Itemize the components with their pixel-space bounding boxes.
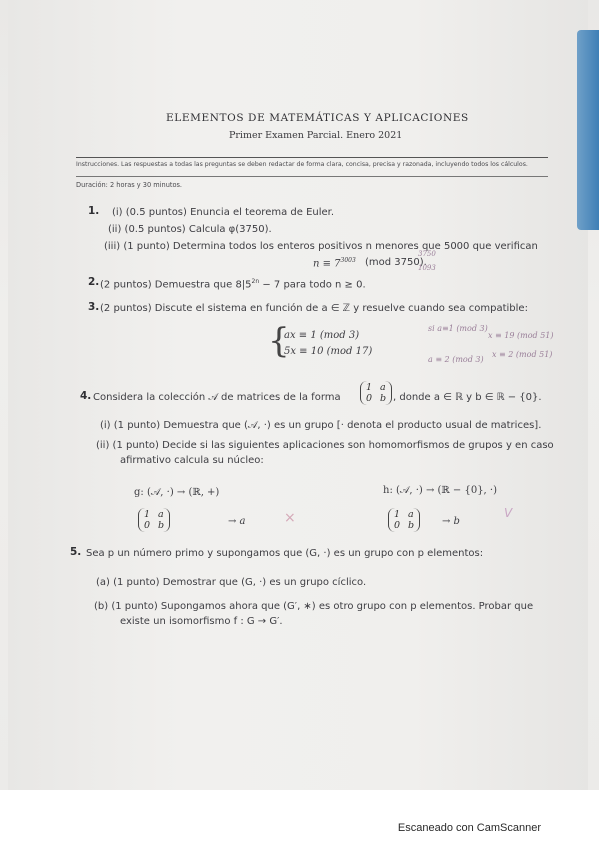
h-map: → b (442, 516, 460, 527)
background-object (577, 30, 599, 230)
exam-subtitle: Primer Examen Parcial. Enero 2021 (229, 130, 403, 141)
g-map: → a (228, 516, 246, 527)
matrix-entry: 1 (394, 509, 401, 520)
q3-number: 3. (88, 301, 100, 313)
q2-text (100, 278, 366, 290)
q4-number: 4. (80, 390, 92, 402)
q2-exponent: 2n (251, 278, 260, 285)
q1-modulus: (mod 3750). (365, 257, 427, 268)
handwritten-note: si a≡1 (mod 3) (428, 324, 488, 333)
handwritten-note: 1093 (418, 264, 436, 272)
matrix-form (360, 381, 392, 405)
q3-equation-1: ax ≡ 1 (mod 3) (284, 330, 360, 341)
q1-part-i: (i) (0.5 puntos) Enuncia el teorema de Euler. (112, 207, 335, 218)
scanner-watermark: Escaneado con CamScanner (397, 822, 541, 834)
q1-part-iii: (iii) (1 punto) Determina todos los enteros positivos n menores que 5000 que verifican (104, 241, 538, 252)
handwritten-note: a ≡ 2 (mod 3) (428, 355, 484, 364)
handwritten-note: x ≡ 2 (mod 51) (492, 350, 553, 359)
q4-part-ii-cont: afirmativo calcula su núcleo: (120, 455, 264, 466)
divider (76, 157, 548, 158)
q4-text-end: , donde a ∈ ℝ y b ∈ ℝ − {0}. (393, 392, 542, 403)
q4-part-i: (i) (1 punto) Demuestra que (𝒜, ·) es un grupo [· denota el producto usual de matrices]. (100, 420, 542, 431)
handwritten-note: x ≡ 19 (mod 51) (488, 331, 554, 340)
q2-statement-end: − 7 para todo n ≥ 0. (262, 279, 366, 291)
matrix-entry: a (408, 509, 414, 520)
handwritten-note: 3750 (418, 250, 436, 258)
matrix-entry: a (158, 509, 164, 520)
g-matrix (138, 508, 170, 532)
q3-equation-2: 5x ≡ 10 (mod 17) (284, 346, 373, 357)
h-definition: h: (𝒜, ·) → (ℝ − {0}, ·) (383, 485, 497, 496)
q4-text: Considera la colección 𝒜 de matrices de la forma (93, 392, 341, 403)
q5-part-a: (a) (1 punto) Demostrar que (G, ·) es un grupo cíclico. (96, 577, 367, 588)
q1-number: 1. (88, 205, 100, 217)
g-definition: g: (𝒜, ·) → (ℝ, +) (134, 487, 220, 498)
scanner-footer (0, 790, 599, 848)
q5-part-b-cont: existe un isomorfismo f : G → G′. (120, 616, 283, 627)
q4-part-ii: (ii) (1 punto) Decide si las siguientes aplicaciones son homomorfismos de grupos y en caso (96, 440, 554, 451)
congruence-exponent: 3003 (340, 257, 356, 264)
q1-part-ii: (ii) (0.5 puntos) Calcula φ(3750). (108, 224, 272, 235)
handwritten-check: V (504, 506, 513, 520)
duration: Duración: 2 horas y 30 minutos. (76, 181, 183, 189)
matrix-entry: 0 (366, 393, 373, 404)
instructions: Instrucciones. Las respuestas a todas las preguntas se deben redactar de forma clara, concisa, precisa y razonada, incluyendo todos los cálculos. (76, 161, 528, 168)
h-matrix (388, 508, 420, 532)
q1-congruence (313, 257, 356, 269)
q5-text: Sea p un número primo y supongamos que (G, ·) es un grupo con p elementos: (86, 548, 484, 559)
matrix-entry: 1 (366, 382, 373, 393)
matrix-entry: 0 (394, 520, 401, 531)
system-brace: { (268, 321, 290, 361)
handwritten-cross: × (284, 510, 296, 526)
congruence-base: n ≡ 7 (313, 258, 341, 270)
matrix-entry: 1 (144, 509, 151, 520)
matrix-entry: a (380, 382, 386, 393)
matrix-entry: b (158, 520, 165, 531)
matrix-entry: b (380, 393, 387, 404)
q3-text: (2 puntos) Discute el sistema en función de a ∈ ℤ y resuelve cuando sea compatible: (100, 303, 528, 314)
q2-statement: (2 puntos) Demuestra que 8|5 (100, 279, 252, 291)
q5-number: 5. (70, 546, 82, 558)
q2-number: 2. (88, 276, 100, 288)
divider (76, 176, 548, 177)
q5-part-b: (b) (1 punto) Supongamos ahora que (G′, ∗) es otro grupo con p elementos. Probar que (94, 601, 534, 612)
exam-title: ELEMENTOS DE MATEMÁTICAS Y APLICACIONES (166, 112, 469, 124)
matrix-entry: b (408, 520, 415, 531)
matrix-entry: 0 (144, 520, 151, 531)
